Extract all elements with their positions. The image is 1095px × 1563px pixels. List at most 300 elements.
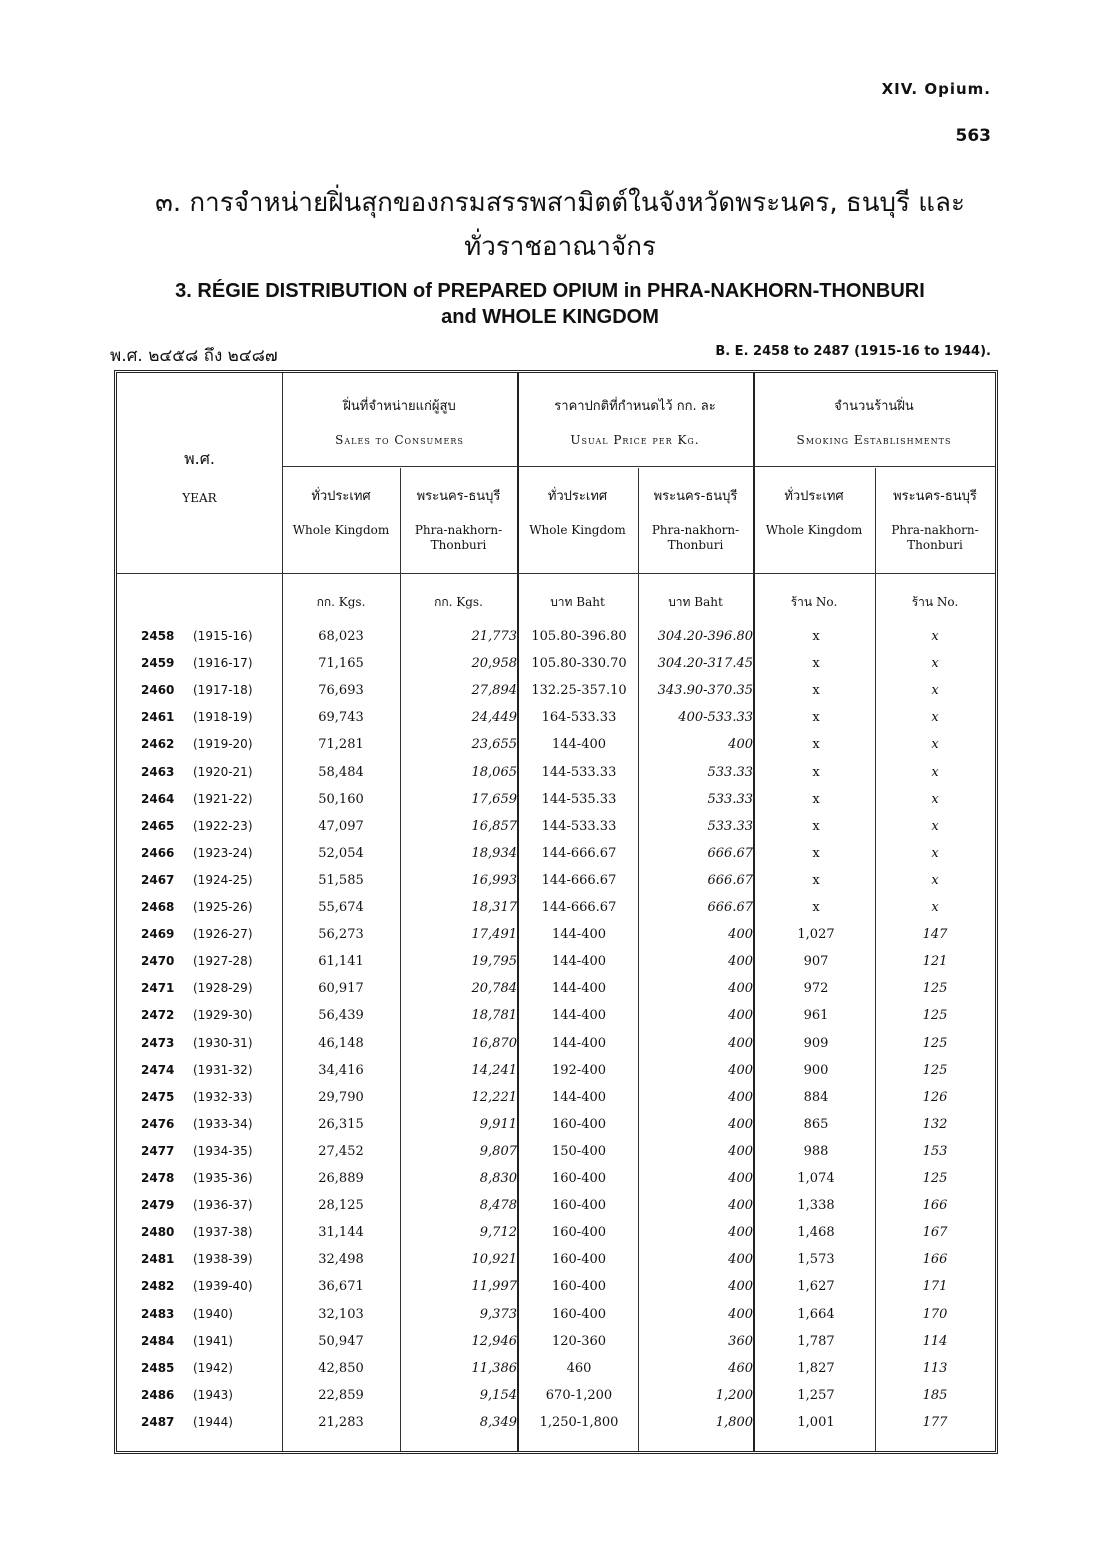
thai-title-line1: ๓. การจำหน่ายฝิ่นสุกของกรมสรรพสามิตต์ในจังหวัดพระนคร, ธนบุรี และ xyxy=(155,188,965,218)
cell-price-kingdom: 144-666.67 xyxy=(541,845,617,861)
cell-sales-phra-nakhorn: 24,449 xyxy=(471,710,517,726)
cell-estab-kingdom: 1,664 xyxy=(797,1306,835,1322)
table-row xyxy=(117,706,995,733)
cell-estab-kingdom: 988 xyxy=(803,1143,829,1159)
page-number: 563 xyxy=(955,126,991,146)
table-row xyxy=(117,977,995,1004)
cell-price-phra-nakhorn: 666.67 xyxy=(707,872,753,888)
cell-estab-kingdom: 909 xyxy=(803,1035,829,1051)
cell-be-year: 2470 xyxy=(141,954,175,969)
table-row xyxy=(117,1384,995,1411)
table-row xyxy=(117,1113,995,1140)
cell-price-phra-nakhorn: 400 xyxy=(728,1062,753,1078)
cell-estab-phra-nakhorn: 170 xyxy=(922,1306,948,1322)
cell-price-kingdom: 160-400 xyxy=(551,1171,607,1186)
table-row xyxy=(117,842,995,869)
cell-price-phra-nakhorn: 400 xyxy=(728,1306,753,1322)
cell-sales-kingdom: 42,850 xyxy=(318,1360,364,1376)
cell-sales-kingdom: 22,859 xyxy=(318,1387,364,1403)
cell-sales-kingdom: 46,148 xyxy=(318,1035,364,1051)
cell-sales-phra-nakhorn: 18,065 xyxy=(471,764,517,780)
cell-sales-phra-nakhorn: 17,659 xyxy=(471,791,517,807)
cell-price-phra-nakhorn: 400 xyxy=(728,1252,753,1268)
cell-be-year: 2468 xyxy=(141,900,175,914)
cell-estab-kingdom: x xyxy=(812,764,820,780)
table-row xyxy=(117,652,995,679)
cell-price-kingdom: 144-400 xyxy=(551,1035,607,1051)
cell-sales-phra-nakhorn: 20,958 xyxy=(471,656,517,672)
cell-sales-kingdom: 47,097 xyxy=(318,818,364,834)
cell-sales-phra-nakhorn: 11,386 xyxy=(471,1360,517,1376)
cell-price-phra-nakhorn: 400 xyxy=(728,1143,753,1159)
table-row xyxy=(117,1086,995,1113)
cell-sales-kingdom: 76,693 xyxy=(318,683,364,699)
cell-ce-year: (1932-33) xyxy=(193,1089,253,1104)
year-header: YEAR xyxy=(182,491,217,505)
cell-estab-kingdom: x xyxy=(812,656,820,672)
cell-estab-phra-nakhorn: 114 xyxy=(922,1333,948,1349)
cell-estab-phra-nakhorn: x xyxy=(931,764,939,780)
cell-estab-phra-nakhorn: 166 xyxy=(922,1198,948,1214)
cell-estab-kingdom: 865 xyxy=(803,1116,829,1132)
cell-price-phra-nakhorn: 460 xyxy=(728,1360,753,1376)
cell-price-kingdom: 160-400 xyxy=(551,1116,607,1132)
cell-be-year: 2473 xyxy=(141,1035,175,1050)
cell-estab-phra-nakhorn: x xyxy=(931,791,939,807)
cell-estab-phra-nakhorn: 147 xyxy=(922,927,948,943)
cell-estab-kingdom: 961 xyxy=(803,1008,829,1024)
subcol-sales-phra-nakhorn-thai: พระนคร-ธนบุรี xyxy=(416,489,501,504)
table-row xyxy=(117,788,995,815)
cell-ce-year: (1937-38) xyxy=(193,1225,253,1240)
table-row xyxy=(117,1167,995,1194)
cell-be-year: 2472 xyxy=(141,1008,175,1023)
table-row xyxy=(117,869,995,896)
cell-sales-phra-nakhorn: 8,830 xyxy=(479,1171,517,1186)
cell-sales-phra-nakhorn: 9,911 xyxy=(479,1116,517,1132)
cell-estab-phra-nakhorn: x xyxy=(931,900,939,915)
cell-be-year: 2479 xyxy=(141,1198,175,1213)
cell-ce-year: (1941) xyxy=(193,1333,233,1348)
cell-estab-phra-nakhorn: x xyxy=(931,872,939,888)
cell-sales-kingdom: 50,947 xyxy=(318,1333,364,1349)
cell-price-phra-nakhorn: 533.33 xyxy=(707,764,753,780)
cell-sales-phra-nakhorn: 9,373 xyxy=(479,1306,517,1322)
unit-price-phra-nakhorn: บาท Baht xyxy=(668,595,723,609)
cell-estab-phra-nakhorn: 113 xyxy=(922,1360,948,1376)
cell-be-year: 2480 xyxy=(141,1225,175,1240)
cell-ce-year: (1923-24) xyxy=(193,845,253,860)
subcol-sales-kingdom-thai: ทั่วประเทศ xyxy=(311,489,371,504)
cell-be-year: 2476 xyxy=(141,1116,175,1131)
cell-be-year: 2484 xyxy=(141,1333,175,1348)
cell-estab-phra-nakhorn: 177 xyxy=(922,1414,948,1430)
cell-ce-year: (1943) xyxy=(193,1387,233,1402)
cell-sales-phra-nakhorn: 16,857 xyxy=(471,818,517,834)
cell-estab-phra-nakhorn: 153 xyxy=(922,1143,948,1159)
section-header: XIV. Opium. xyxy=(881,80,991,98)
cell-estab-kingdom: x xyxy=(812,872,820,888)
cell-estab-phra-nakhorn: 125 xyxy=(922,1171,948,1186)
cell-estab-phra-nakhorn: 167 xyxy=(922,1225,948,1241)
cell-estab-kingdom: x xyxy=(812,845,820,861)
cell-price-phra-nakhorn: 400 xyxy=(728,981,753,997)
cell-estab-phra-nakhorn: 121 xyxy=(922,954,948,970)
cell-estab-kingdom: x xyxy=(812,710,820,726)
cell-price-phra-nakhorn: 400 xyxy=(728,1198,753,1214)
cell-sales-phra-nakhorn: 21,773 xyxy=(471,629,517,644)
cell-estab-kingdom: x xyxy=(812,683,820,699)
cell-estab-phra-nakhorn: x xyxy=(931,845,939,861)
cell-be-year: 2487 xyxy=(141,1414,175,1429)
year-header-thai: พ.ศ. xyxy=(184,449,215,468)
cell-estab-kingdom: 1,627 xyxy=(797,1279,835,1295)
cell-sales-phra-nakhorn: 18,934 xyxy=(471,845,517,861)
cell-ce-year: (1931-32) xyxy=(193,1062,253,1077)
cell-price-kingdom: 160-400 xyxy=(551,1225,607,1241)
cell-ce-year: (1925-26) xyxy=(193,900,253,914)
cell-ce-year: (1934-35) xyxy=(193,1143,253,1158)
cell-estab-phra-nakhorn: 132 xyxy=(922,1116,948,1132)
cell-estab-phra-nakhorn: x xyxy=(931,683,939,699)
cell-be-year: 2469 xyxy=(141,927,175,942)
table-row xyxy=(117,1303,995,1330)
cell-sales-phra-nakhorn: 18,781 xyxy=(471,1008,517,1024)
cell-price-kingdom: 132.25-357.10 xyxy=(531,683,627,699)
table-row xyxy=(117,1032,995,1059)
cell-ce-year: (1944) xyxy=(193,1414,233,1429)
cell-price-kingdom: 144-400 xyxy=(551,1089,607,1105)
cell-price-phra-nakhorn: 400 xyxy=(728,1171,753,1186)
cell-price-phra-nakhorn: 343.90-370.35 xyxy=(657,683,753,699)
cell-sales-kingdom: 55,674 xyxy=(318,900,364,915)
subcol-price-kingdom: Whole Kingdom xyxy=(529,523,626,537)
cell-ce-year: (1917-18) xyxy=(193,683,253,698)
cell-ce-year: (1940) xyxy=(193,1306,233,1321)
subcol-estab-phra-nakhorn-thai: พระนคร-ธนบุรี xyxy=(893,489,977,504)
thai-title-line2: ทั่วราชอาณาจักร xyxy=(464,232,656,262)
cell-be-year: 2485 xyxy=(141,1360,175,1375)
cell-sales-kingdom: 56,439 xyxy=(318,1008,364,1024)
cell-ce-year: (1930-31) xyxy=(193,1035,253,1050)
group-establishments: Smoking Establishments xyxy=(796,433,952,447)
cell-be-year: 2466 xyxy=(141,845,175,860)
cell-price-kingdom: 460 xyxy=(566,1360,592,1376)
cell-sales-phra-nakhorn: 19,795 xyxy=(471,954,517,970)
cell-estab-phra-nakhorn: 125 xyxy=(922,1008,948,1024)
cell-estab-kingdom: x xyxy=(812,818,820,834)
cell-price-kingdom: 144-400 xyxy=(551,1008,607,1024)
table-row xyxy=(117,625,995,652)
cell-estab-phra-nakhorn: 126 xyxy=(922,1089,948,1105)
cell-be-year: 2478 xyxy=(141,1171,175,1185)
cell-price-kingdom: 144-400 xyxy=(551,927,607,943)
cell-sales-kingdom: 50,160 xyxy=(318,791,364,807)
cell-price-phra-nakhorn: 304.20-396.80 xyxy=(657,629,753,644)
cell-price-kingdom: 160-400 xyxy=(551,1279,607,1295)
cell-estab-phra-nakhorn: x xyxy=(931,818,939,834)
cell-sales-kingdom: 58,484 xyxy=(318,764,364,780)
cell-sales-phra-nakhorn: 12,946 xyxy=(471,1333,517,1349)
subcol-price-kingdom-thai: ทั่วประเทศ xyxy=(547,489,608,504)
cell-price-kingdom: 164-533.33 xyxy=(541,710,617,726)
table-row xyxy=(117,1221,995,1248)
cell-estab-kingdom: 1,257 xyxy=(797,1387,835,1403)
table-row xyxy=(117,1248,995,1275)
unit-sales-kingdom: กก. Kgs. xyxy=(316,595,366,609)
cell-price-phra-nakhorn: 400 xyxy=(728,737,753,753)
unit-estab-kingdom: ร้าน No. xyxy=(790,595,838,609)
opium-distribution-table xyxy=(114,370,998,1454)
cell-ce-year: (1916-17) xyxy=(193,656,253,671)
cell-estab-kingdom: 1,338 xyxy=(797,1198,835,1214)
cell-estab-kingdom: 1,787 xyxy=(797,1333,835,1349)
table-row xyxy=(117,1194,995,1221)
cell-estab-kingdom: 1,827 xyxy=(797,1360,835,1376)
cell-sales-phra-nakhorn: 9,807 xyxy=(479,1143,517,1159)
cell-sales-kingdom: 52,054 xyxy=(318,845,364,861)
table-row xyxy=(117,1411,995,1438)
table-row xyxy=(117,1275,995,1302)
unit-price-kingdom: บาท Baht xyxy=(550,595,605,609)
cell-be-year: 2475 xyxy=(141,1089,175,1104)
cell-be-year: 2467 xyxy=(141,872,175,887)
cell-be-year: 2462 xyxy=(141,737,175,752)
cell-sales-kingdom: 71,165 xyxy=(318,656,364,672)
table-row xyxy=(117,1357,995,1384)
cell-be-year: 2459 xyxy=(141,656,175,671)
cell-ce-year: (1924-25) xyxy=(193,872,253,887)
cell-be-year: 2486 xyxy=(141,1387,175,1402)
cell-price-kingdom: 105.80-396.80 xyxy=(531,629,627,644)
cell-estab-kingdom: x xyxy=(812,900,820,915)
cell-price-phra-nakhorn: 400 xyxy=(728,1279,753,1295)
cell-estab-phra-nakhorn: 171 xyxy=(922,1279,948,1295)
subcol-estab-phra-nakhorn: Phra-nakhorn-Thonburi xyxy=(891,523,979,552)
cell-sales-phra-nakhorn: 11,997 xyxy=(471,1279,517,1295)
cell-sales-kingdom: 68,023 xyxy=(318,629,364,644)
cell-price-kingdom: 144-400 xyxy=(551,737,607,753)
cell-sales-kingdom: 71,281 xyxy=(318,737,364,753)
cell-estab-kingdom: 1,001 xyxy=(797,1414,835,1430)
table-row xyxy=(117,950,995,977)
cell-price-kingdom: 144-666.67 xyxy=(541,872,617,888)
table-row xyxy=(117,1059,995,1086)
cell-price-kingdom: 144-535.33 xyxy=(541,791,617,807)
cell-estab-kingdom: 900 xyxy=(803,1062,829,1078)
table-row xyxy=(117,896,995,923)
cell-be-year: 2471 xyxy=(141,981,175,996)
table-row xyxy=(117,1140,995,1167)
cell-ce-year: (1919-20) xyxy=(193,737,253,752)
cell-sales-phra-nakhorn: 16,993 xyxy=(471,872,517,888)
cell-ce-year: (1918-19) xyxy=(193,710,253,725)
cell-estab-kingdom: 1,027 xyxy=(797,927,835,943)
cell-price-kingdom: 160-400 xyxy=(551,1198,607,1214)
table-row xyxy=(117,761,995,788)
cell-sales-phra-nakhorn: 20,784 xyxy=(471,981,517,997)
cell-be-year: 2481 xyxy=(141,1252,175,1267)
unit-estab-phra-nakhorn: ร้าน No. xyxy=(911,595,959,609)
cell-ce-year: (1942) xyxy=(193,1360,233,1375)
cell-estab-kingdom: 1,573 xyxy=(797,1252,835,1268)
cell-estab-kingdom: 1,074 xyxy=(797,1171,835,1186)
cell-be-year: 2463 xyxy=(141,764,175,779)
cell-estab-phra-nakhorn: 125 xyxy=(922,981,948,997)
subcol-estab-kingdom-thai: ทั่วประเทศ xyxy=(784,489,844,504)
cell-ce-year: (1927-28) xyxy=(193,954,253,969)
cell-price-kingdom: 105.80-330.70 xyxy=(531,656,627,672)
cell-ce-year: (1921-22) xyxy=(193,791,253,806)
cell-ce-year: (1929-30) xyxy=(193,1008,253,1023)
table-row xyxy=(117,733,995,760)
cell-price-kingdom: 150-400 xyxy=(551,1143,607,1159)
cell-estab-phra-nakhorn: x xyxy=(931,656,939,672)
unit-sales-phra-nakhorn: กก. Kgs. xyxy=(434,595,483,609)
subcol-estab-kingdom: Whole Kingdom xyxy=(765,523,863,537)
cell-be-year: 2465 xyxy=(141,818,175,833)
cell-price-kingdom: 144-666.67 xyxy=(541,900,617,915)
cell-sales-phra-nakhorn: 10,921 xyxy=(471,1252,517,1268)
table-row xyxy=(117,815,995,842)
cell-price-phra-nakhorn: 533.33 xyxy=(707,818,753,834)
cell-price-kingdom: 144-400 xyxy=(551,954,607,970)
cell-sales-phra-nakhorn: 8,349 xyxy=(479,1414,517,1430)
cell-ce-year: (1922-23) xyxy=(193,818,253,833)
cell-price-phra-nakhorn: 666.67 xyxy=(707,900,753,915)
cell-price-phra-nakhorn: 400-533.33 xyxy=(678,710,753,726)
cell-sales-kingdom: 60,917 xyxy=(318,981,364,997)
cell-price-phra-nakhorn: 400 xyxy=(728,1008,753,1024)
cell-sales-phra-nakhorn: 12,221 xyxy=(471,1089,517,1105)
cell-sales-kingdom: 26,315 xyxy=(318,1116,364,1132)
cell-estab-kingdom: x xyxy=(812,629,820,644)
cell-be-year: 2464 xyxy=(141,791,175,806)
cell-estab-phra-nakhorn: x xyxy=(931,710,939,726)
cell-ce-year: (1935-36) xyxy=(193,1171,253,1185)
table-row xyxy=(117,923,995,950)
cell-be-year: 2477 xyxy=(141,1143,175,1158)
cell-ce-year: (1933-34) xyxy=(193,1116,253,1131)
cell-price-phra-nakhorn: 400 xyxy=(728,1035,753,1051)
cell-ce-year: (1939-40) xyxy=(193,1279,253,1294)
cell-sales-kingdom: 34,416 xyxy=(318,1062,364,1078)
cell-estab-phra-nakhorn: x xyxy=(931,737,939,753)
cell-sales-phra-nakhorn: 8,478 xyxy=(479,1198,517,1214)
group-sales-thai: ฝิ่นที่จำหน่ายแก่ผู้สูบ xyxy=(343,399,456,414)
cell-sales-phra-nakhorn: 9,712 xyxy=(479,1225,517,1241)
cell-sales-kingdom: 32,103 xyxy=(318,1306,364,1322)
table-row xyxy=(117,1004,995,1031)
cell-sales-phra-nakhorn: 27,894 xyxy=(471,683,517,699)
cell-sales-kingdom: 28,125 xyxy=(318,1198,364,1214)
cell-price-phra-nakhorn: 533.33 xyxy=(707,791,753,807)
cell-estab-kingdom: x xyxy=(812,737,820,753)
cell-sales-phra-nakhorn: 16,870 xyxy=(471,1035,517,1051)
cell-sales-kingdom: 27,452 xyxy=(318,1143,364,1159)
cell-price-kingdom: 144-533.33 xyxy=(541,764,617,780)
cell-price-kingdom: 160-400 xyxy=(551,1252,607,1268)
cell-estab-kingdom: 972 xyxy=(803,981,829,997)
cell-sales-kingdom: 31,144 xyxy=(318,1225,364,1241)
cell-sales-phra-nakhorn: 17,491 xyxy=(471,927,517,943)
cell-estab-phra-nakhorn: x xyxy=(931,629,939,644)
cell-estab-phra-nakhorn: 125 xyxy=(922,1062,948,1078)
cell-price-phra-nakhorn: 304.20-317.45 xyxy=(657,656,753,672)
cell-price-phra-nakhorn: 1,800 xyxy=(715,1414,753,1430)
cell-be-year: 2461 xyxy=(141,710,175,725)
cell-sales-phra-nakhorn: 18,317 xyxy=(471,900,517,915)
cell-be-year: 2483 xyxy=(141,1306,175,1321)
subcol-sales-kingdom: Whole Kingdom xyxy=(292,523,390,537)
cell-ce-year: (1920-21) xyxy=(193,764,253,779)
cell-price-phra-nakhorn: 400 xyxy=(728,1089,753,1105)
cell-ce-year: (1928-29) xyxy=(193,981,253,996)
cell-price-phra-nakhorn: 666.67 xyxy=(707,845,753,861)
subcol-sales-phra-nakhorn: Phra-nakhorn-Thonburi xyxy=(414,523,503,552)
cell-estab-kingdom: 907 xyxy=(803,954,829,970)
cell-price-kingdom: 144-533.33 xyxy=(541,818,617,834)
cell-sales-kingdom: 61,141 xyxy=(318,954,364,970)
subcol-price-phra-nakhorn: Phra-nakhorn-Thonburi xyxy=(651,523,740,552)
cell-price-kingdom: 1,250-1,800 xyxy=(539,1414,619,1430)
cell-price-kingdom: 670-1,200 xyxy=(545,1387,613,1403)
cell-estab-kingdom: x xyxy=(812,791,820,807)
era-thai: พ.ศ. ๒๔๕๘ ถึง ๒๔๘๗ xyxy=(110,346,278,366)
cell-price-kingdom: 120-360 xyxy=(551,1333,607,1349)
cell-sales-kingdom: 51,585 xyxy=(318,872,364,888)
cell-ce-year: (1938-39) xyxy=(193,1252,253,1267)
cell-sales-kingdom: 29,790 xyxy=(318,1089,364,1105)
cell-price-phra-nakhorn: 1,200 xyxy=(715,1387,753,1403)
cell-be-year: 2460 xyxy=(141,683,175,698)
cell-sales-kingdom: 32,498 xyxy=(318,1252,364,1268)
cell-estab-kingdom: 884 xyxy=(803,1089,829,1105)
cell-sales-kingdom: 36,671 xyxy=(318,1279,364,1295)
cell-sales-phra-nakhorn: 9,154 xyxy=(479,1387,517,1403)
cell-price-phra-nakhorn: 400 xyxy=(728,927,753,943)
cell-be-year: 2458 xyxy=(141,629,175,643)
cell-estab-phra-nakhorn: 125 xyxy=(922,1035,948,1051)
cell-estab-phra-nakhorn: 185 xyxy=(922,1387,948,1403)
cell-ce-year: (1926-27) xyxy=(193,927,253,942)
cell-ce-year: (1915-16) xyxy=(193,629,253,643)
cell-sales-kingdom: 56,273 xyxy=(318,927,364,943)
cell-sales-kingdom: 21,283 xyxy=(318,1414,364,1430)
cell-price-phra-nakhorn: 360 xyxy=(728,1333,753,1349)
cell-estab-kingdom: 1,468 xyxy=(797,1225,835,1241)
english-title-line1: 3. RÉGIE DISTRIBUTION of PREPARED OPIUM in PHRA-NAKHORN-THONBURI xyxy=(175,280,925,302)
cell-sales-kingdom: 69,743 xyxy=(318,710,364,726)
cell-be-year: 2482 xyxy=(141,1279,175,1294)
group-price: Usual Price per Kg. xyxy=(570,433,700,447)
cell-ce-year: (1936-37) xyxy=(193,1198,253,1213)
cell-price-kingdom: 192-400 xyxy=(551,1062,607,1078)
table-row xyxy=(117,1330,995,1357)
cell-estab-phra-nakhorn: 166 xyxy=(922,1252,948,1268)
cell-price-phra-nakhorn: 400 xyxy=(728,954,753,970)
cell-price-kingdom: 144-400 xyxy=(551,981,607,997)
cell-sales-phra-nakhorn: 14,241 xyxy=(471,1062,517,1078)
english-title-line2: and WHOLE KINGDOM xyxy=(441,306,659,328)
table-row xyxy=(117,679,995,706)
group-establishments-thai: จำนวนร้านฝิ่น xyxy=(834,399,914,414)
cell-sales-kingdom: 26,889 xyxy=(318,1171,364,1186)
subcol-price-phra-nakhorn-thai: พระนคร-ธนบุรี xyxy=(653,489,738,504)
cell-be-year: 2474 xyxy=(141,1062,175,1077)
group-price-thai: ราคาปกติที่กำหนดไว้ กก. ละ xyxy=(554,399,716,414)
cell-price-kingdom: 160-400 xyxy=(551,1306,607,1322)
